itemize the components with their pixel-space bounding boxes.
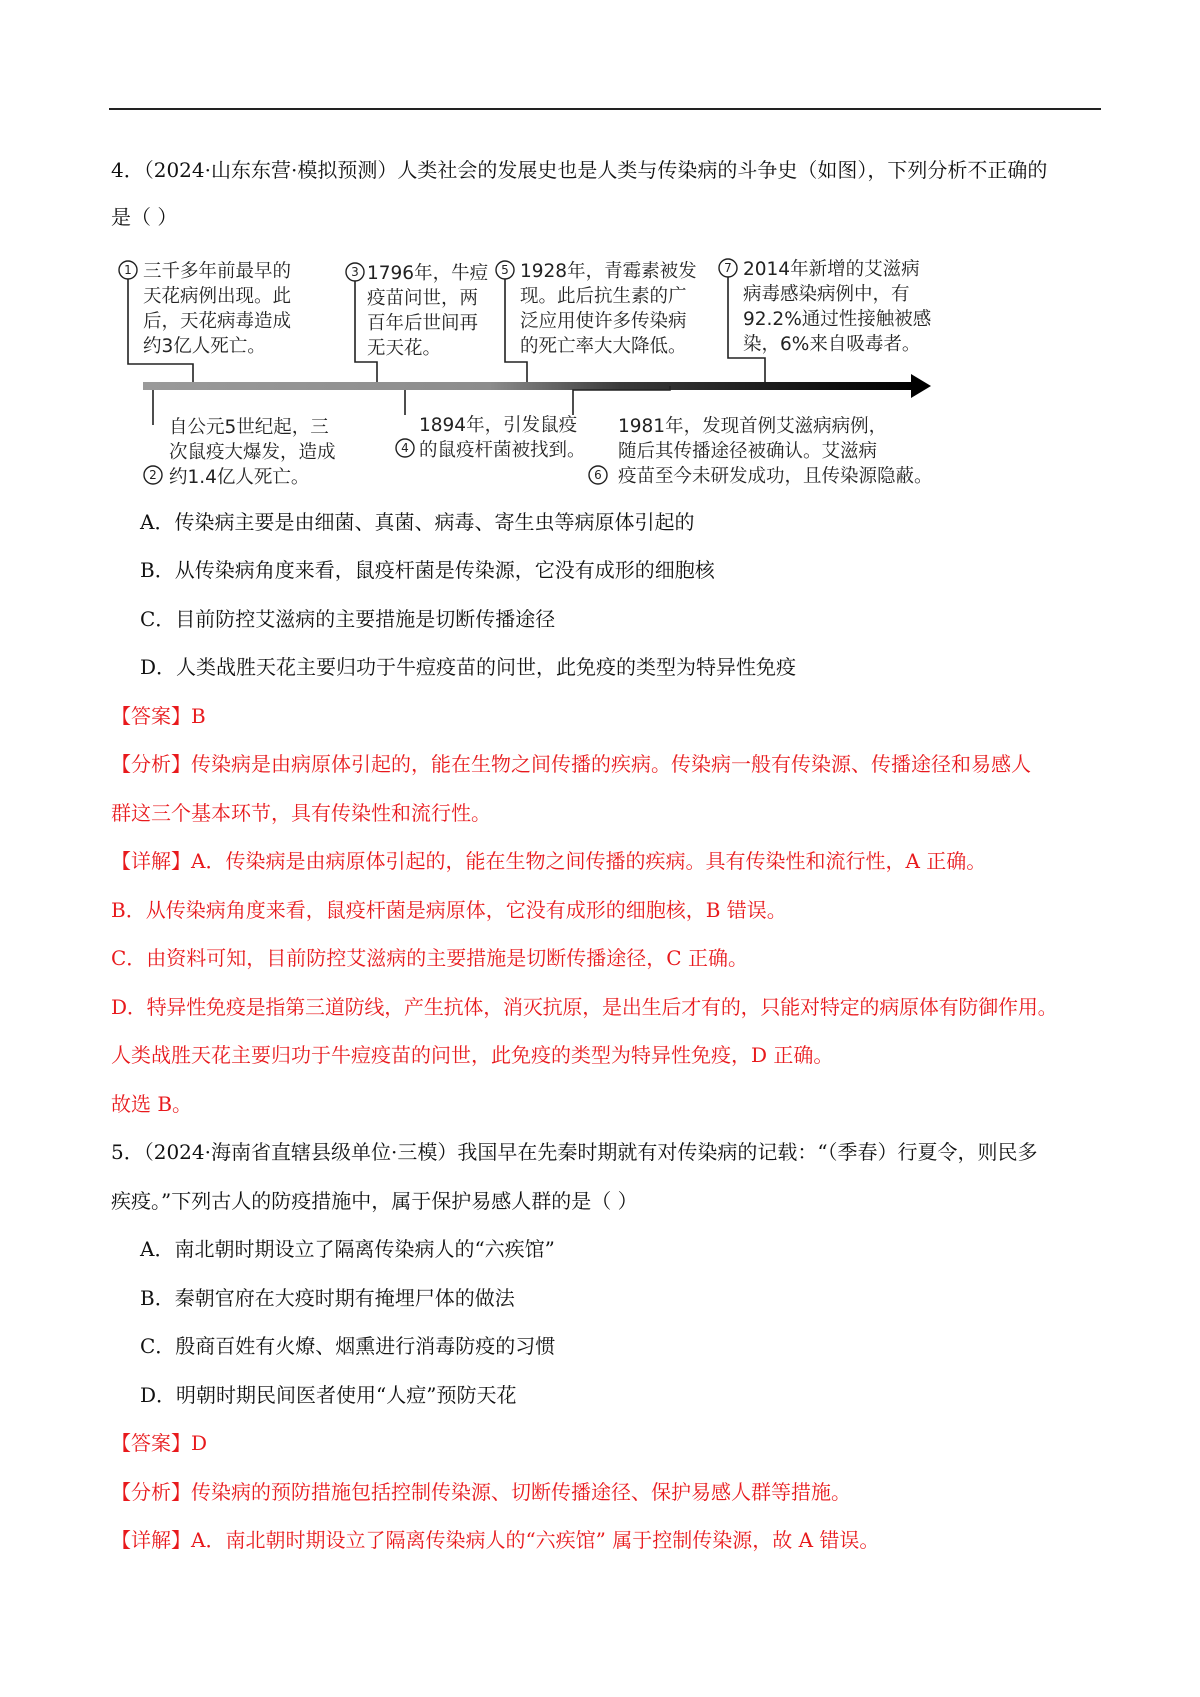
svg-text:7: 7: [724, 261, 732, 275]
q5-stem-line2: 疾疫。”下列古人的防疫措施中，属于保护易感人群的是（ ）: [111, 1189, 638, 1213]
svg-text:2: 2: [149, 468, 157, 482]
q4-detail-a-text: A．传染病是由病原体引起的，能在生物之间传播的疾病。具有传染性和流行性，A 正确。: [191, 849, 987, 873]
timeline-event-7: [719, 258, 932, 355]
svg-text:无天花。: 无天花。: [367, 338, 442, 359]
svg-text:病毒感染病例中，有: 病毒感染病例中，有: [743, 284, 910, 305]
q4-detail-d2: 人类战胜天花主要归功于牛痘疫苗的问世，此免疫的类型为特异性免疫，D 正确。: [111, 1043, 834, 1067]
q4-analysis-tag: 【分析】: [111, 752, 191, 776]
timeline-event-1: [119, 260, 291, 357]
q5-option-b: B．秦朝官府在大疫时期有掩埋尸体的做法: [140, 1286, 515, 1310]
q4-timeline-figure: [113, 250, 933, 490]
q4-analysis-line2: 群这三个基本环节，具有传染性和流行性。: [111, 801, 491, 825]
q5-detail-a: [111, 1526, 879, 1554]
q5-analysis-text: 传染病的预防措施包括控制传染源、切断传播途径、保护易感人群等措施。: [191, 1480, 851, 1504]
q5-analysis-tag: 【分析】: [111, 1480, 191, 1504]
svg-text:天花病例出现。此: 天花病例出现。此: [143, 286, 292, 307]
svg-text:泛应用使许多传染病: 泛应用使许多传染病: [520, 311, 687, 332]
q5-option-d: D．明朝时期民间医者使用“人痘”预防天花: [140, 1383, 517, 1407]
q4-analysis-text1: 传染病是由病原体引起的，能在生物之间传播的疾病。传染病一般有传染源、传播途径和易感人: [191, 752, 1031, 776]
q4-answer: [111, 702, 206, 730]
timeline-event-5: [496, 260, 697, 357]
timeline-arrow-icon: [911, 374, 931, 398]
timeline-axis: [143, 382, 913, 390]
svg-text:百年后世间再: 百年后世间再: [367, 313, 479, 334]
header-rule: [109, 108, 1101, 110]
svg-text:5: 5: [501, 263, 509, 277]
q4-answer-tag: 【答案】: [111, 704, 191, 728]
svg-text:后，天花病毒造成: 后，天花病毒造成: [143, 311, 292, 332]
q5-detail-tag: 【详解】: [111, 1528, 191, 1552]
q5-answer-tag: 【答案】: [111, 1431, 191, 1455]
timeline-event-2: [144, 417, 336, 488]
svg-text:1894年，引发鼠疫: 1894年，引发鼠疫: [419, 415, 578, 436]
timeline-event-3: [346, 262, 488, 359]
svg-text:的死亡率大大降低。: 的死亡率大大降低。: [520, 336, 687, 357]
svg-text:1928年，青霉素被发: 1928年，青霉素被发: [520, 261, 697, 282]
q4-detail-c: C．由资料可知，目前防控艾滋病的主要措施是切断传播途径，C 正确。: [111, 946, 748, 970]
svg-text:92.2%通过性接触被感: 92.2%通过性接触被感: [743, 309, 932, 330]
q4-answer-value: B: [191, 704, 206, 728]
svg-text:三千多年前最早的: 三千多年前最早的: [143, 261, 292, 282]
timeline-event-4: [396, 414, 586, 461]
q4-stem-line2: 是（ ）: [111, 205, 178, 229]
svg-text:疫苗至今未研发成功，且传染源隐蔽。: 疫苗至今未研发成功，且传染源隐蔽。: [618, 466, 933, 487]
q5-option-a: A．南北朝时期设立了隔离传染病人的“六疾馆”: [140, 1237, 555, 1261]
q4-detail-a: [111, 847, 986, 875]
q4-option-c: C．目前防控艾滋病的主要措施是切断传播途径: [140, 607, 556, 631]
timeline-event-6: [589, 415, 933, 487]
timeline-svg: [113, 250, 933, 490]
q4-analysis-line1: [111, 750, 1031, 778]
svg-text:染，6%来自吸毒者。: 染，6%来自吸毒者。: [743, 334, 921, 355]
svg-text:1981年，发现首例艾滋病病例，: 1981年，发现首例艾滋病病例，: [618, 416, 888, 437]
q4-option-d: D．人类战胜天花主要归功于牛痘疫苗的问世，此免疫的类型为特异性免疫: [140, 655, 797, 679]
q5-stem-line1: 5．（2024·海南省直辖县级单位·三模）我国早在先秦时期就有对传染病的记载：“（季春）行夏令，则民多: [111, 1140, 1038, 1164]
svg-text:自公元5世纪起，三: 自公元5世纪起，三: [169, 417, 329, 438]
q5-detail-a-text: A．南北朝时期设立了隔离传染病人的“六疾馆” 属于控制传染源，故 A 错误。: [191, 1528, 880, 1552]
q4-detail-d1: D．特异性免疫是指第三道防线，产生抗体，消灭抗原，是出生后才有的，只能对特定的病原体有防御作用。: [111, 995, 1058, 1019]
q5-answer: [111, 1429, 207, 1457]
svg-text:疫苗问世，两: 疫苗问世，两: [367, 288, 479, 309]
svg-text:6: 6: [594, 468, 602, 482]
q5-analysis: [111, 1478, 851, 1506]
q4-option-b: B．从传染病角度来看，鼠疫杆菌是传染源，它没有成形的细胞核: [140, 558, 715, 582]
svg-text:3: 3: [351, 265, 359, 279]
q5-answer-value: D: [191, 1431, 208, 1455]
svg-text:随后其传播途径被确认。艾滋病: 随后其传播途径被确认。艾滋病: [618, 441, 878, 462]
svg-text:次鼠疫大爆发，造成: 次鼠疫大爆发，造成: [169, 442, 336, 463]
svg-text:约3亿人死亡。: 约3亿人死亡。: [143, 336, 266, 357]
q4-conclusion: 故选 B。: [111, 1092, 193, 1116]
q4-stem-line1: 4．（2024·山东东营·模拟预测）人类社会的发展史也是人类与传染病的斗争史（如图），下列分析不正确的: [111, 158, 1048, 182]
svg-text:1796年，牛痘: 1796年，牛痘: [367, 263, 489, 284]
q4-detail-tag: 【详解】: [111, 849, 191, 873]
svg-text:2014年新增的艾滋病: 2014年新增的艾滋病: [743, 259, 920, 280]
q4-detail-b: B．从传染病角度来看，鼠疫杆菌是病原体，它没有成形的细胞核，B 错误。: [111, 898, 787, 922]
svg-text:1: 1: [124, 263, 132, 277]
q4-option-a: A．传染病主要是由细菌、真菌、病毒、寄生虫等病原体引起的: [140, 510, 695, 534]
svg-text:现。此后抗生素的广: 现。此后抗生素的广: [520, 286, 687, 307]
svg-text:4: 4: [401, 441, 409, 455]
q5-option-c: C．殷商百姓有火燎、烟熏进行消毒防疫的习惯: [140, 1334, 556, 1358]
svg-text:的鼠疫杆菌被找到。: 的鼠疫杆菌被找到。: [419, 440, 586, 461]
svg-text:约1.4亿人死亡。: 约1.4亿人死亡。: [169, 467, 310, 488]
